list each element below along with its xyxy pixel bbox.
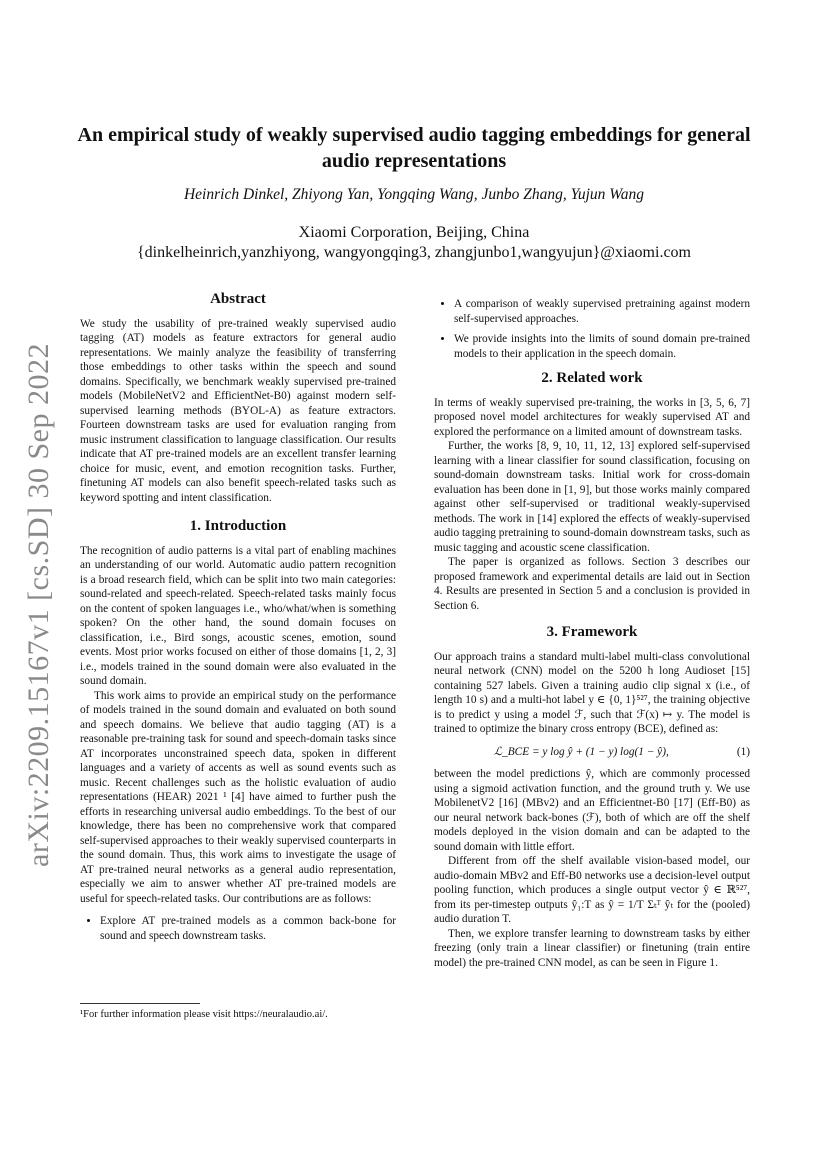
affiliation-block <box>60 223 768 263</box>
abstract-text: We study the usability of pre-trained weakly supervised audio tagging (AT) models as feature extractors for general audio representations. We mainly analyze the feasibility of transferring those embeddings to other tasks within the speech and sound domains. Specifically, we benchmark weakly supervised pre-trained models (MobileNetV2 and EfficientNet-B0) against modern self-supervised learning methods (BYOL-A) as feature extractors. Fourteen downstream tasks are used for evaluation ranging from music instrument classification to language classification. Our results indicate that AT pre-trained models are an excellent transfer learning choice for music, event, and emotion recognition tasks. Further, finetuning AT models can also benefit speech-related tasks such as keyword spotting and intent classification. <box>80 317 396 504</box>
footnote-rule <box>80 1003 200 1004</box>
contribution-list <box>80 914 396 943</box>
contribution-item: • A comparison of weakly supervised pretraining against modern self-supervised approaches. <box>454 297 750 326</box>
equation-body: ℒ_BCE = y log ŷ + (1 − y) log(1 − ŷ), <box>494 745 669 758</box>
equation-bce <box>434 745 750 760</box>
left-column <box>80 292 396 949</box>
related-paragraph-3: The paper is organized as follows. Section 3 describes our proposed framework and experimental details are laid out in Section 4. Results are presented in Section 5 and a conclusion is provided in Section 6. <box>434 556 750 612</box>
framework-paragraph-2: between the model predictions ŷ, which are commonly processed using a sigmoid activation function, and the ground truth y. We use MobilenetV2 [16] (MBv2) and an Efficientnet-B0 [17] (Eff-B0) as our neural network back-bones (ℱ), both of which are off the shelf models deployed in the vision domain and can be adapted to the sound domain with little effort. <box>434 768 750 853</box>
framework-paragraph-4: Then, we explore transfer learning to downstream tasks by either freezing (only train a linear classifier) or finetuning (train entire model) the pre-trained CNN model, as can be seen in Figure 1. <box>434 927 750 969</box>
emails: {dinkelheinrich,yanzhiyong, wangyongqing3, zhangjunbo1,wangyujun}@xiaomi.com <box>137 244 691 261</box>
contribution-item: • We provide insights into the limits of sound domain pre-trained models to their application in the speech domain. <box>454 332 750 361</box>
abstract-heading: Abstract <box>210 291 266 307</box>
paper-title: An empirical study of weakly supervised audio tagging embeddings for general audio representations <box>77 124 751 172</box>
footnote-text: ¹For further information please visit https://neuralaudio.ai/. <box>80 1009 328 1020</box>
author-list: Heinrich Dinkel, Zhiyong Yan, Yongqing Wang, Junbo Zhang, Yujun Wang <box>183 186 645 203</box>
affiliation: Xiaomi Corporation, Beijing, China <box>298 224 530 241</box>
framework-paragraph-1: Our approach trains a standard multi-label multi-class convolutional neural network (CNN) model on the 5200 h long Audioset [15] containing 527 labels. Given a training audio clip signal x (i.e., of length 10 s) and a multi-hot label y ∈ {0, 1}⁵²⁷, the training objective is to predict y using a model ℱ, such that ℱ(x) ↦ y. The model is trained to optimize the binary cross entropy (BCE), defined as: <box>434 650 750 735</box>
arxiv-stamp: arXiv:2209.15167v1 [cs.SD] 30 Sep 2022 <box>22 343 55 867</box>
related-paragraph-1: In terms of weakly supervised pre-training, the works in [3, 5, 6, 7] proposed novel model architectures for weakly supervised AT and explored the performance on a limited amount of downstream tasks. <box>434 396 750 438</box>
right-column <box>434 297 750 970</box>
contribution-list-continued <box>434 297 750 361</box>
intro-paragraph-1: The recognition of audio patterns is a vital part of enabling machines an understanding of our world. Automatic audio pattern recognition is a broad research field, which can be split into two main categories: sound-related and speech-related. Speech-related tasks mainly focus on the content of spoken languages i.e., who/what/when is something spoken? On the other hand, the sound domain focuses on classification, i.e., Bird songs, acoustic scenes, emotion, sound events. Most prior works focused on either of those domains [1, 2, 3] i.e., models trained in the sound domain were also evaluated in the sound domain. <box>80 544 396 687</box>
contribution-item: • Explore AT pre-trained models as a common back-bone for sound and speech downstream tasks. <box>100 914 396 943</box>
intro-paragraph-2: This work aims to provide an empirical study on the performance of models trained in the sound domain and evaluated on both sound and speech domains. We believe that audio tagging (AT) is a reasonable pre-training task for sound and speech-domain tasks since AT incorporates unconstrained speech data, spoken in different languages and a variety of accents as well as sound events such as music. Recent challenges such as the holistic evaluation of audio representations (HEAR) 2021 ¹ [4] have aimed to further push the efforts in researching universal audio embeddings. To the best of our knowledge, there has been no comprehensive work that compared self-supervised approaches to their weakly supervised counterparts in the sound domain. Thus, this work aims to investigate the usage of AT pre-trained neural networks as a general audio representation, especially we aim to answer whether AT pre-trained models are useful for speech-related tasks. Our contributions are as follows: <box>80 689 396 905</box>
footnote <box>80 1003 396 1021</box>
related-paragraph-2: Further, the works [8, 9, 10, 11, 12, 13] explored self-supervised learning with a linear classifier for sound classification, focusing on sound-domain downstream tasks. Initial work for cross-domain evaluation has been done in [1, 9], but those works mainly compared against other self-supervised or traditional weakly-supervised methods. The work in [14] explored the effects of weakly-supervised audio tagging pretraining to sound-domain downstream tasks, such as music tagging and acoustic scene classification. <box>434 440 750 554</box>
intro-heading: 1. Introduction <box>189 518 287 534</box>
framework-heading: 3. Framework <box>546 624 638 640</box>
equation-number: (1) <box>736 745 750 758</box>
related-heading: 2. Related work <box>541 370 643 386</box>
framework-paragraph-3: Different from off the shelf available vision-based model, our audio-domain MBv2 and Eff-B0 networks use a decision-level output pooling function, which produces a single output vector ŷ ∈ ℝ⁵²⁷, from its per-timestep outputs ŷ₁:T as ŷ = 1/T Σₜᵀ ŷₜ for the (pooled) audio duration T. <box>434 855 750 925</box>
